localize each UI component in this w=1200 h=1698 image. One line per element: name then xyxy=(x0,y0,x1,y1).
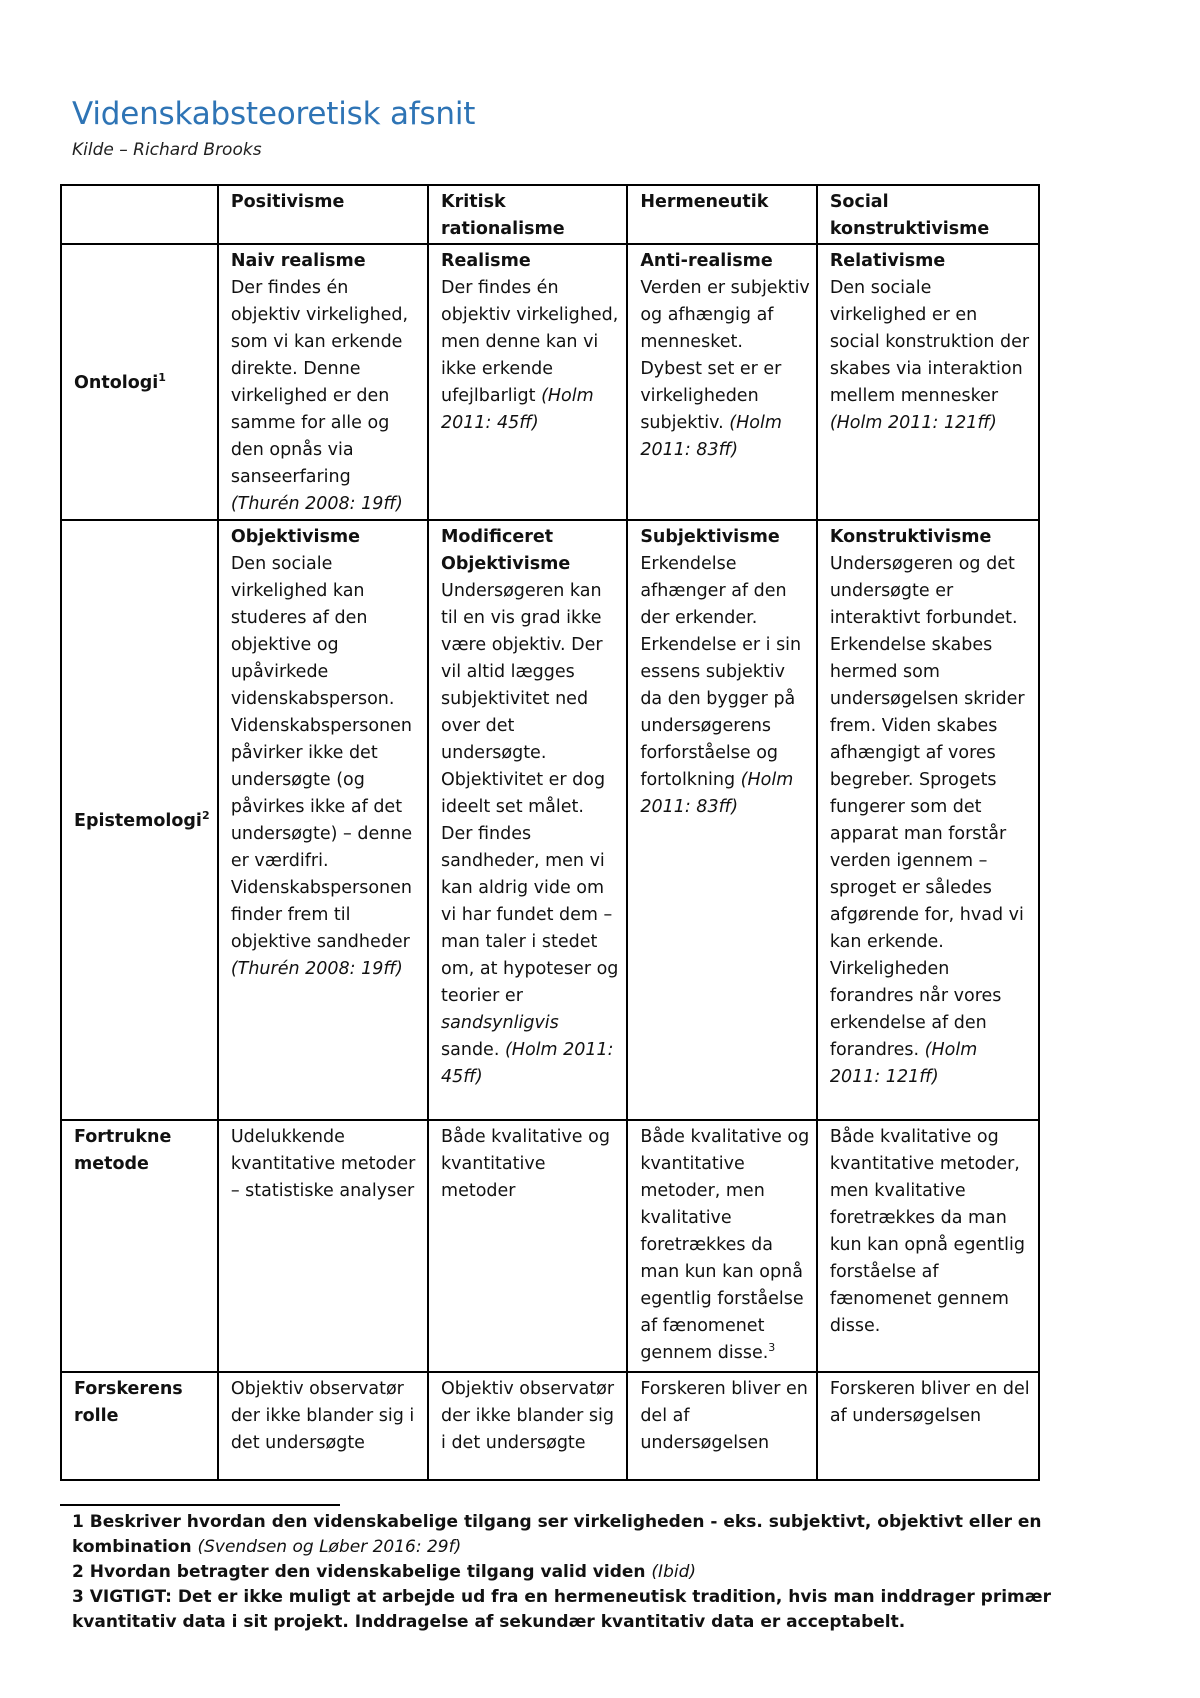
citation: (Holm 2011: 121ff) xyxy=(829,413,997,433)
footnote-2 xyxy=(72,1560,1102,1585)
citation: (Holm 2011: 83ff) xyxy=(640,770,794,817)
table-row-forskerens-rolle xyxy=(61,1372,1039,1480)
cell-label: Naiv realisme xyxy=(230,251,366,271)
page-title: Videnskabsteoretisk afsnit xyxy=(72,96,476,132)
cell-text: Undersøgeren kan til en vis grad ikke være objektiv. Der vil altid lægges subjektivitet ned over det undersøgte. Objektivitet er dog ideelt set målet. Der findes sandheder, men vi kan aldrig vide om vi har fundet dem – man taler i stedet om, at hypoteser og teorier er xyxy=(441,581,619,1006)
footnote-3 xyxy=(72,1585,1102,1635)
citation: (Ibid) xyxy=(651,1562,697,1582)
header-social-konstruktivisme: Social konstruktivisme xyxy=(817,185,1039,244)
cell-label: Anti-realisme xyxy=(640,251,773,271)
footnotes xyxy=(72,1510,1102,1635)
cell-text-tail: sande. xyxy=(441,1040,505,1060)
table-row-ontologi xyxy=(61,244,1039,520)
header-cell-empty xyxy=(61,185,218,244)
citation: (Thurén 2008: 19ff) xyxy=(230,494,403,514)
footnote-ref: 2 xyxy=(201,809,210,823)
table-row-fortrukne-metode xyxy=(61,1120,1039,1372)
citation: (Thurén 2008: 19ff) xyxy=(230,959,403,979)
cell-text: Verden er subjektiv og afhængig af mennesket. Dybest set er er virkeligheden subjektiv. xyxy=(640,278,810,433)
cell-metode-hermeneutik xyxy=(627,1120,817,1372)
cell-label: Realisme xyxy=(441,251,531,271)
row-label-ontologi xyxy=(61,244,218,520)
cell-ontologi-positivisme xyxy=(218,244,428,520)
citation: (Holm 2011: 45ff) xyxy=(441,1040,614,1087)
cell-text: Den sociale virkelighed kan studeres af den objektive og upåvirkede videnskabsperson. Videnskabspersonen påvirker ikke det undersøgte (og påvirkes ikke af det undersøgte) – denne er værdifri. Videnskabspersonen finder frem til objektive sandheder xyxy=(230,554,413,952)
cell-text: Der findes én objektiv virkelighed, som vi kan erkende direkte. Denne virkelighed er den samme for alle og den opnås via sanseerfaring xyxy=(230,278,409,487)
cell-text: Undersøgeren og det undersøgte er interaktivt forbundet. Erkendelse skabes hermed som undersøgelsen skrider frem. Viden skabes afhængigt af vores begreber. Sprogets fungerer som det apparat man forstår verden igennem – sproget er således afgørende for, hvad vi kan erkende. Virkeligheden forandres når vores erkendelse af den forandres. xyxy=(829,554,1025,1060)
cell-metode-social-konstruktivisme: Både kvalitative og kvantitative metoder, men kvalitative foretrækkes da man kun kan opnå egentlig forståelse af fænomenet gennem disse. xyxy=(817,1120,1039,1372)
header-hermeneutik: Hermeneutik xyxy=(627,185,817,244)
footnote-text: 2 Hvordan betragter den videnskabelige tilgang valid viden xyxy=(72,1562,652,1582)
cell-label: Modificeret Objektivisme xyxy=(441,527,571,574)
cell-ontologi-social-konstruktivisme xyxy=(817,244,1039,520)
row-label-forskerens-rolle: Forskerens rolle xyxy=(61,1372,218,1480)
cell-rolle-social-konstruktivisme: Forskeren bliver en del af undersøgelsen xyxy=(817,1372,1039,1480)
cell-label: Objektivisme xyxy=(230,527,361,547)
cell-text: Der findes én objektiv virkelighed, men denne kan vi ikke erkende ufejlbarligt xyxy=(441,278,619,406)
citation: (Holm 2011: 83ff) xyxy=(640,413,782,460)
cell-epistemologi-social-konstruktivisme xyxy=(817,520,1039,1120)
cell-ontologi-hermeneutik xyxy=(627,244,817,520)
footnote-ref: 1 xyxy=(158,371,166,385)
cell-epistemologi-positivisme xyxy=(218,520,428,1120)
citation: (Holm 2011: 45ff) xyxy=(441,386,594,433)
table-row-epistemologi xyxy=(61,520,1039,1120)
footnote-text: 3 VIGTIGT: Det er ikke muligt at arbejde ud fra en hermeneutisk tradition, hvis man inddrager primær kvantitativ data i sit projekt. Inddragelse af sekundær kvantitativ data er acceptabelt. xyxy=(72,1587,1051,1632)
row-label-text: Epistemologi xyxy=(74,811,202,831)
row-label-text: Ontologi xyxy=(74,373,159,393)
cell-epistemologi-hermeneutik xyxy=(627,520,817,1120)
table-header-row xyxy=(61,185,1039,244)
footnote-separator xyxy=(60,1504,340,1506)
cell-rolle-hermeneutik: Forskeren bliver en del af undersøgelsen xyxy=(627,1372,817,1480)
cell-rolle-positivisme: Objektiv observatør der ikke blander sig i det undersøgte xyxy=(218,1372,428,1480)
cell-text: Erkendelse afhænger af den der erkender. Erkendelse er i sin essens subjektiv da den bygger på undersøgerens forforståelse og fortolkning xyxy=(640,554,802,790)
cell-metode-kritisk-rationalisme: Både kvalitative og kvantitative metoder xyxy=(428,1120,627,1372)
footnote-text: 1 Beskriver hvordan den videnskabelige tilgang ser virkeligheden - eks. subjektivt, objektivt eller en kombination xyxy=(72,1512,1042,1557)
row-label-fortrukne-metode: Fortrukne metode xyxy=(61,1120,218,1372)
row-label-epistemologi xyxy=(61,520,218,1120)
emphasized-word: sandsynligvis xyxy=(441,1013,559,1033)
header-kritisk-rationalisme: Kritisk rationalisme xyxy=(428,185,627,244)
cell-text: Den sociale virkelighed er en social konstruktion der skabes via interaktion mellem mennesker xyxy=(829,278,1030,406)
cell-metode-positivisme: Udelukkende kvantitative metoder – statistiske analyser xyxy=(218,1120,428,1372)
cell-epistemologi-kritisk-rationalisme xyxy=(428,520,627,1120)
footnote-1 xyxy=(72,1510,1102,1560)
citation: (Holm 2011: 121ff) xyxy=(829,1040,978,1087)
theory-comparison-table xyxy=(60,184,1040,1481)
footnote-ref: 3 xyxy=(768,1341,776,1355)
cell-ontologi-kritisk-rationalisme xyxy=(428,244,627,520)
source-subtitle: Kilde – Richard Brooks xyxy=(72,140,262,160)
cell-label: Subjektivisme xyxy=(640,527,780,547)
cell-label: Relativisme xyxy=(829,251,946,271)
citation: (Svendsen og Løber 2016: 29f) xyxy=(197,1537,462,1557)
header-positivisme: Positivisme xyxy=(218,185,428,244)
cell-label: Konstruktivisme xyxy=(829,527,992,547)
cell-text: Både kvalitative og kvantitative metoder, men kvalitative foretrækkes da man kun kan opnå egentlig forståelse af fænomenet gennem disse. xyxy=(640,1127,810,1363)
cell-rolle-kritisk-rationalisme: Objektiv observatør der ikke blander sig i det undersøgte xyxy=(428,1372,627,1480)
